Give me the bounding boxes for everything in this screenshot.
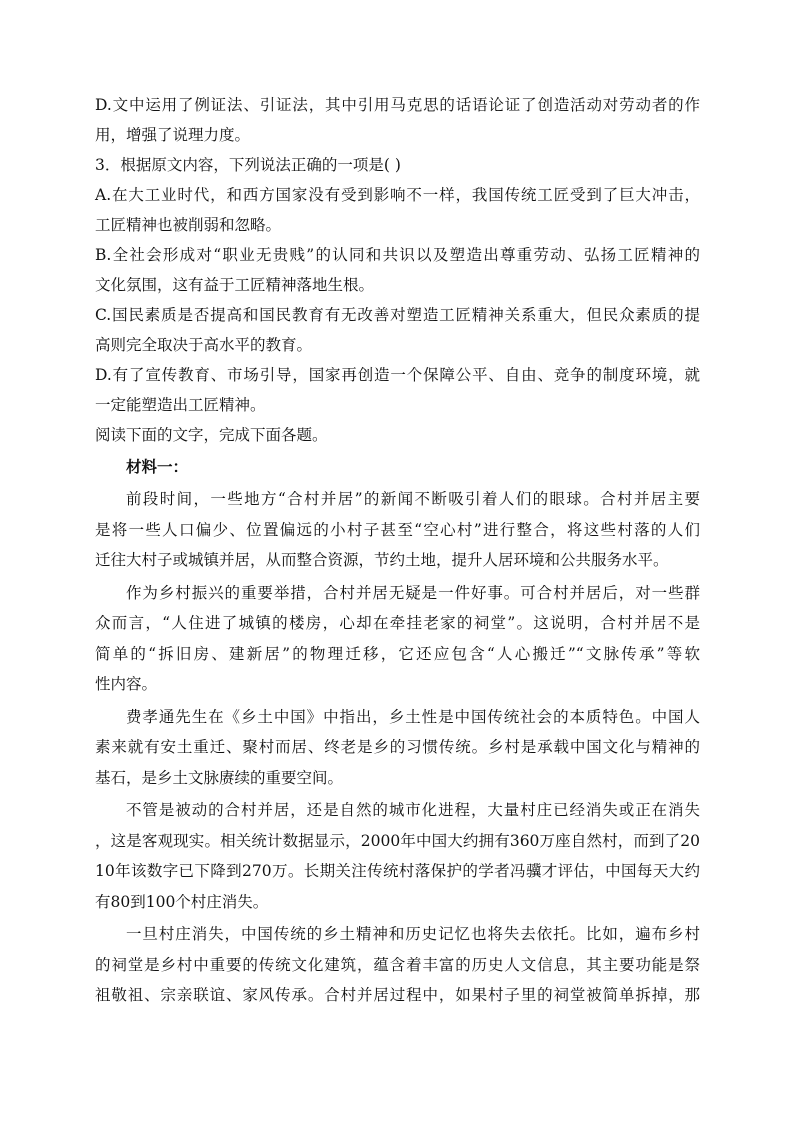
material1-paragraph-2 <box>95 578 700 700</box>
question2-option-d <box>95 90 700 150</box>
paragraph-line: 祖敬祖、宗亲联谊、家风传承。合村并居过程中，如果村子里的祠堂被简单拆掉，那 <box>95 986 700 1004</box>
material1-paragraph-1 <box>95 484 700 576</box>
material1-title: 材料一： <box>126 457 189 476</box>
option-b-line-1: B.全社会形成对“职业无贵贱”的认同和共识以及塑造出尊重劳动、弘扬工匠精神的 <box>95 246 700 264</box>
material1-paragraph-5 <box>95 919 700 1011</box>
reading-instruction: 阅读下面的文字，完成下面各题。 <box>95 426 328 444</box>
option-a-line-1: A.在大工业时代，和西方国家没有受到影响不一样，我国传统工匠受到了巨大冲击， <box>95 186 700 204</box>
option-d-line-1: D.文中运用了例证法、引证法，其中引用马克思的话语论证了创造活动对劳动者的作 <box>95 96 700 114</box>
paragraph-line: 是将一些人口偏少、位置偏远的小村子甚至“空心村”进行整合，将这些村落的人们 <box>95 520 700 539</box>
option-d-line-2: 一定能塑造出工匠精神。 <box>95 396 266 414</box>
question3-stem: 3．根据原文内容，下列说法正确的一项是( ) <box>95 156 401 174</box>
material1-paragraph-4 <box>95 795 700 917</box>
option-d-line-1: D.有了宣传教育、市场引导，国家再创造一个保障公平、自由、竞争的制度环境，就 <box>95 366 700 384</box>
paragraph-line: 众而言，“人住进了城镇的楼房，心却在牵挂老家的祠堂”。这说明，合村并居不是 <box>95 614 700 632</box>
option-b-line-2: 文化氛围，这有益于工匠精神落地生根。 <box>95 276 375 294</box>
paragraph-line: 费孝通先生在《乡土中国》中指出，乡土性是中国传统社会的本质特色。中国人 <box>126 707 700 726</box>
option-d-line-2: 用，增强了说理力度。 <box>95 126 251 144</box>
paragraph-line: 10年该数字已下降到270万。长期关注传统村落保护的学者冯骥才评估，中国每天大约 <box>95 862 700 880</box>
page-content <box>95 90 700 1011</box>
paragraph-line: 迁往大村子或城镇并居，从而整合资源，节约土地，提升人居环境和公共服务水平。 <box>95 551 669 569</box>
option-a-line-2: 工匠精神也被削弱和忽略。 <box>95 216 282 234</box>
paragraph-line: 有80到100个村庄消失。 <box>95 892 269 911</box>
material1-paragraph-3 <box>95 702 700 794</box>
paragraph-line: ，这是客观现实。相关统计数据显示，2000年中国大约拥有360万座自然村，而到了20 <box>95 831 700 850</box>
paragraph-line: 一旦村庄消失，中国传统的乡土精神和历史记忆也将失去依托。比如，遍布乡村 <box>126 925 700 943</box>
paragraph-line: 前段时间，一些地方“合村并居”的新闻不断吸引着人们的眼球。合村并居主要 <box>126 490 700 508</box>
paragraph-line: 基石，是乡土文脉赓续的重要空间。 <box>95 768 344 787</box>
option-c-line-1: C.国民素质是否提高和国民教育有无改善对塑造工匠精神关系重大，但民众素质的提 <box>95 306 700 324</box>
paragraph-line: 的祠堂是乡村中重要的传统文化建筑，蕴含着丰富的历史人文信息，其主要功能是祭 <box>95 955 700 974</box>
paragraph-line: 性内容。 <box>95 675 158 693</box>
paragraph-line: 不管是被动的合村并居，还是自然的城市化进程，大量村庄已经消失或正在消失 <box>126 801 700 819</box>
paragraph-line: 简单的“拆旧房、建新居”的物理迁移，它还应包含“人心搬迁”“文脉传承”等软 <box>95 644 700 663</box>
option-c-line-2: 高则完全取决于高水平的教育。 <box>95 336 313 354</box>
paragraph-line: 作为乡村振兴的重要举措，合村并居无疑是一件好事。可合村并居后，对一些群 <box>126 583 700 602</box>
question3 <box>95 150 700 420</box>
paragraph-line: 素来就有安土重迁、聚村而居、终老是乡的习惯传统。乡村是承载中国文化与精神的 <box>95 738 700 756</box>
